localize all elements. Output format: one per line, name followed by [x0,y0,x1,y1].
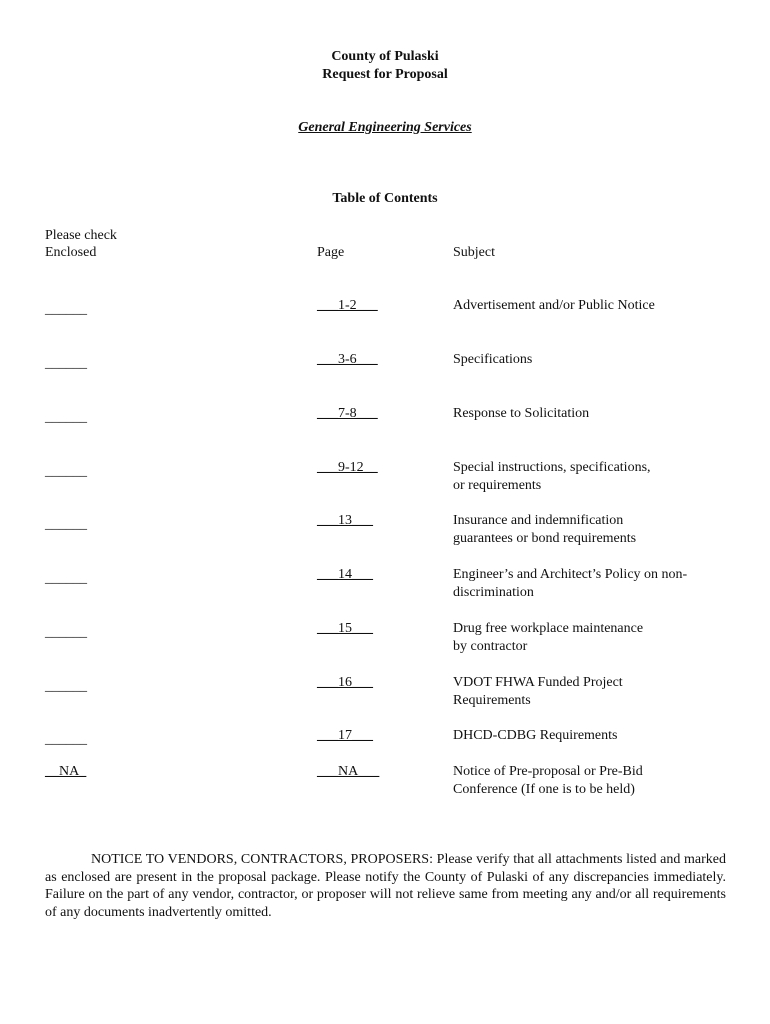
enclosed-check-line[interactable]: ______ [45,464,87,479]
vendor-notice [45,851,726,921]
toc-page-number: ___13___ [317,513,373,528]
toc-subject-line: Conference (If one is to be held) [453,782,635,797]
toc-page-number: ___1-2___ [317,298,378,313]
toc-page-number: ___3-6___ [317,352,378,367]
toc-subject-line: VDOT FHWA Funded Project [453,675,623,690]
toc-subject-line: guarantees or bond requirements [453,531,637,546]
toc-subject-line: Advertisement and/or Public Notice [453,298,655,313]
toc-title: Table of Contents [332,191,438,206]
toc-subject-line: discrimination [453,585,534,600]
toc-subject-line: Special instructions, specifications, [453,460,651,475]
notice-text: NOTICE TO VENDORS, CONTRACTORS, PROPOSERS: Please verify that all attachments listed and marked as enclosed are present in the proposal package. Please notify the County of Pulaski of any discrepancies immediately. Failure on the part of any vendor, contractor, or proposer will not relieve same from meeting any and/or all requirements of any documents inadvertently omitted. [45,852,726,920]
subtitle-wrap [0,119,770,137]
enclosed-check-line[interactable]: ______ [45,356,87,371]
toc-page-number: ___15___ [317,621,373,636]
column-header-subject: Subject [453,245,495,260]
column-header-page: Page [317,245,345,260]
toc-subject-line: Engineer’s and Architect’s Policy on non- [453,567,688,582]
enclosed-check-line[interactable]: ______ [45,732,87,747]
enclosed-check-line[interactable]: ______ [45,410,87,425]
toc-subject-line: Requirements [453,693,531,708]
column-header-check-line2: Enclosed [45,245,97,260]
county-title: County of Pulaski [331,49,439,64]
toc-page-number: ___9-12__ [317,460,378,475]
toc-page-number: ___NA___ [317,764,380,779]
enclosed-check-line[interactable]: ______ [45,571,87,586]
toc-page-number: ___14___ [317,567,373,582]
column-header-check-line1: Please check [45,228,117,243]
toc-subject-line: Response to Solicitation [453,406,590,421]
toc-subject-line: Specifications [453,352,533,367]
toc-subject-line: DHCD-CDBG Requirements [453,728,618,743]
toc-subject-line: Drug free workplace maintenance [453,621,644,636]
document-title: Request for Proposal [322,67,448,82]
toc-subject-line: Insurance and indemnification [453,513,624,528]
enclosed-check-line[interactable]: ______ [45,625,87,640]
toc-subject-line: Notice of Pre-proposal or Pre-Bid [453,764,643,779]
project-subtitle: General Engineering Services [298,120,472,135]
enclosed-check-line[interactable]: ______ [45,517,87,532]
enclosed-check-line[interactable]: __NA_ [45,764,87,779]
toc-page-number: ___7-8___ [317,406,378,421]
toc-page-number: ___17___ [317,728,373,743]
toc-subject-line: by contractor [453,639,528,654]
toc-subject-line: or requirements [453,478,542,493]
toc-page-number: ___16___ [317,675,373,690]
enclosed-check-line[interactable]: ______ [45,679,87,694]
enclosed-check-line[interactable]: ______ [45,302,87,317]
